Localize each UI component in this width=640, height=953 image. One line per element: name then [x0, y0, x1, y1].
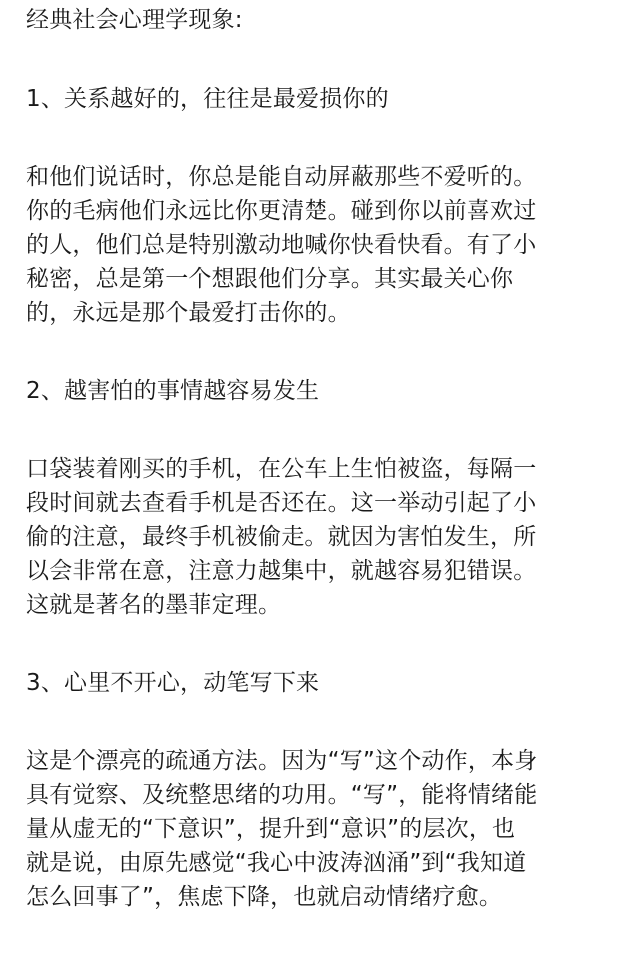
section-3-line-2: 具有觉察、及统整思绪的功用。“写”，能将情绪能 [26, 782, 538, 808]
section-3-heading: 3、心里不开心，动笔写下来 [26, 670, 320, 696]
section-1-line-4: 秘密，总是第一个想跟他们分享。其实最关心你 [26, 266, 514, 292]
section-2-line-1: 口袋装着刚买的手机，在公车上生怕被盗，每隔一 [26, 456, 537, 482]
section-2-line-5: 这就是著名的墨菲定理。 [26, 592, 282, 618]
section-3-line-5: 怎么回事了”，焦虑下降，也就启动情绪疗愈。 [26, 884, 503, 910]
section-1-line-3: 的人，他们总是特别激动地喊你快看快看。有了小 [26, 232, 537, 258]
section-3-line-4: 就是说，由原先感觉“我心中波涛汹涌”到“我知道 [26, 850, 527, 876]
section-1-line-2: 你的毛病他们永远比你更清楚。碰到你以前喜欢过 [26, 198, 537, 224]
section-3-line-3: 量从虚无的“下意识”，提升到“意识”的层次，也 [26, 816, 516, 842]
section-1-line-5: 的，永远是那个最爱打击你的。 [26, 300, 351, 326]
section-2-heading: 2、越害怕的事情越容易发生 [26, 378, 320, 404]
section-1-heading: 1、关系越好的，往往是最爱损你的 [26, 86, 389, 112]
section-3-line-1: 这是个漂亮的疏通方法。因为“写”这个动作，本身 [26, 748, 538, 774]
section-2-line-4: 以会非常在意，注意力越集中，就越容易犯错误。 [26, 558, 537, 584]
section-1-line-1: 和他们说话时，你总是能自动屏蔽那些不爱听的。 [26, 164, 537, 190]
article-title: 经典社会心理学现象: [26, 7, 243, 33]
section-2-line-3: 偷的注意，最终手机被偷走。就因为害怕发生，所 [26, 524, 537, 550]
section-2-line-2: 段时间就去查看手机是否还在。这一举动引起了小 [26, 490, 537, 516]
